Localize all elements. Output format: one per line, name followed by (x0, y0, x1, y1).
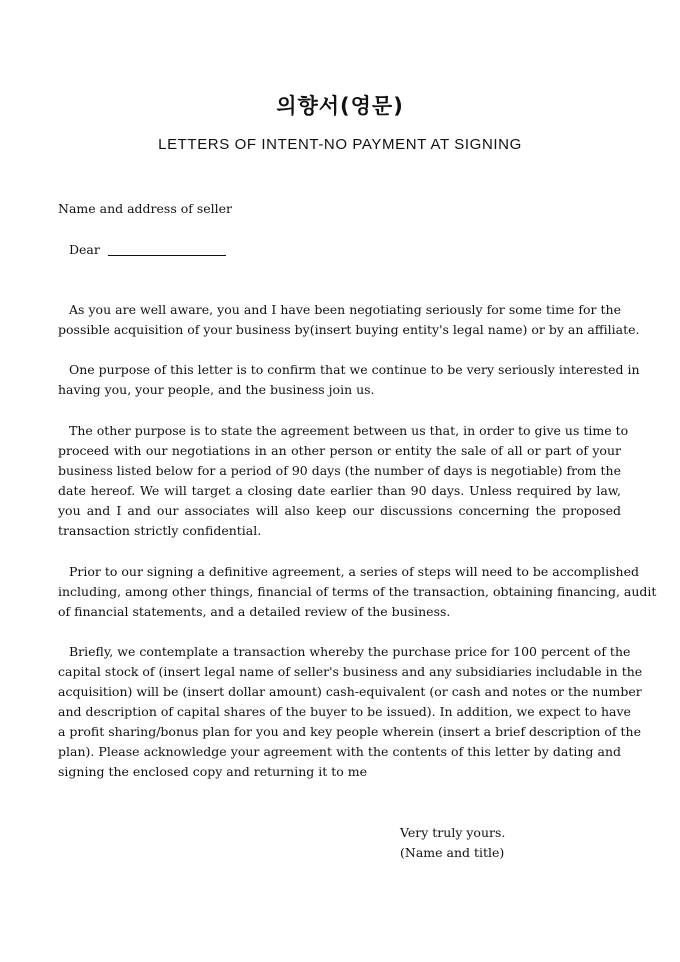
korean-title: 의향서(영문) (276, 94, 404, 118)
paragraph-line: a profit sharing/bonus plan for you and key people wherein (insert a brief description of the (58, 724, 642, 739)
paragraph-line: The other purpose is to state the agreement between us that, in order to give us time to (69, 423, 629, 438)
body-paragraph (58, 642, 643, 782)
paragraph-line: Briefly, we contemplate a transaction whereby the purchase price for 100 percent of the (69, 644, 631, 659)
paragraph-line: possible acquisition of your business by(insert buying entity's legal name) or by an affiliate. (58, 322, 640, 337)
paragraph-line: Prior to our signing a definitive agreement, a series of steps will need to be accomplished (69, 564, 639, 579)
paragraph-line: date hereof. We will target a closing date earlier than 90 days. Unless required by law, (58, 483, 621, 498)
paragraph-line: acquisition) will be (insert dollar amount) cash-equivalent (or cash and notes or the number (58, 684, 642, 699)
salutation-text: Dear (69, 242, 100, 257)
paragraph-line: having you, your people, and the business join us. (58, 382, 375, 397)
paragraph-line: including, among other things, financial of terms of the transaction, obtaining financing, audit (58, 584, 657, 599)
paragraph-line: transaction strictly confidential. (58, 523, 262, 538)
paragraph-line: plan). Please acknowledge your agreement with the contents of this letter by dating and (58, 744, 621, 759)
recipient-blank-line (108, 255, 226, 256)
signature-placeholder: (Name and title) (400, 845, 505, 860)
document-title: LETTERS OF INTENT-NO PAYMENT AT SIGNING (158, 136, 522, 153)
paragraph-line: signing the enclosed copy and returning it to me (58, 764, 367, 779)
body-paragraph (58, 562, 657, 622)
closing-block (400, 823, 505, 863)
paragraph-line: As you are well aware, you and I have been negotiating seriously for some time for the (69, 302, 621, 317)
body-paragraph (58, 300, 640, 340)
paragraph-line: One purpose of this letter is to confirm that we continue to be very seriously interested in (69, 362, 640, 377)
body-paragraph (58, 421, 629, 541)
paragraph-line: proceed with our negotiations in an other person or entity the sale of all or part of your (58, 443, 621, 458)
paragraph-line: you and I and our associates will also keep our discussions concerning the proposed (58, 503, 621, 518)
salutation (69, 242, 226, 257)
paragraph-line: capital stock of (insert legal name of seller's business and any subsidiaries includable in the (58, 664, 643, 679)
paragraph-line: and description of capital shares of the buyer to be issued). In addition, we expect to have (58, 704, 631, 719)
paragraph-line: of financial statements, and a detailed review of the business. (58, 604, 451, 619)
valediction: Very truly yours. (400, 825, 506, 840)
seller-address-label: Name and address of seller (58, 201, 233, 216)
body-paragraph (58, 360, 640, 400)
paragraph-line: business listed below for a period of 90 days (the number of days is negotiable) from the (58, 463, 621, 478)
